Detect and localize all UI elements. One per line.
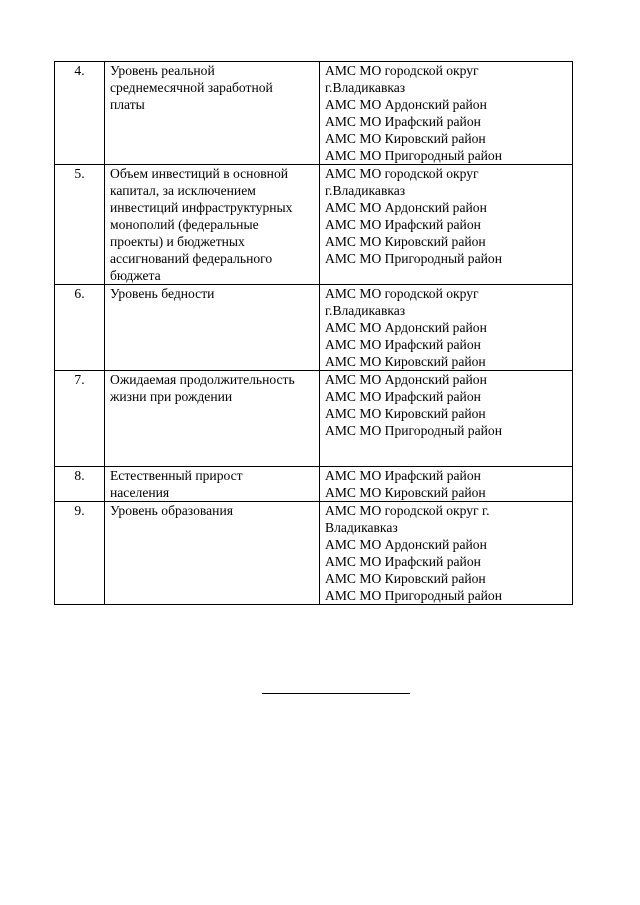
row-number: 5.: [55, 165, 105, 285]
indicator-line: проекты) и бюджетных: [110, 234, 245, 249]
responsible-line: АМС МО Ирафский район: [325, 554, 481, 569]
indicator-line: Естественный прирост: [110, 468, 243, 483]
responsible-line: АМС МО Пригородный район: [325, 588, 502, 603]
responsible-line: АМС МО Ардонский район: [325, 372, 487, 387]
responsible-line: г.Владикавказ: [325, 183, 406, 198]
indicator-line: Уровень бедности: [110, 286, 215, 301]
indicator-cell: [105, 502, 320, 605]
indicator-line: платы: [110, 97, 145, 112]
indicator-line: инвестиций инфраструктурных: [110, 200, 293, 215]
indicator-line: Ожидаемая продолжительность: [110, 372, 295, 387]
indicator-line: населения: [110, 485, 170, 500]
row-number: 6.: [55, 285, 105, 371]
row-number: 8.: [55, 467, 105, 502]
indicator-line: капитал, за исключением: [110, 183, 256, 198]
responsible-cell: [320, 62, 573, 165]
responsible-line: АМС МО Ирафский район: [325, 114, 481, 129]
responsible-line: АМС МО Пригородный район: [325, 148, 502, 163]
responsible-line: г.Владикавказ: [325, 80, 406, 95]
responsible-line: АМС МО Кировский район: [325, 571, 486, 586]
responsible-line: АМС МО Пригородный район: [325, 251, 502, 266]
table-row: [55, 62, 573, 165]
indicator-line: среднемесячной заработной: [110, 80, 273, 95]
responsible-line: АМС МО городской округ г.: [325, 503, 490, 518]
responsible-line: АМС МО Кировский район: [325, 131, 486, 146]
responsible-line: АМС МО Ирафский район: [325, 217, 481, 232]
indicator-line: ассигнований федерального: [110, 251, 273, 266]
row-number: 9.: [55, 502, 105, 605]
responsible-cell: [320, 285, 573, 371]
responsible-line: АМС МО городской округ: [325, 63, 479, 78]
indicator-line: Уровень реальной: [110, 63, 215, 78]
responsible-cell: [320, 502, 573, 605]
responsible-line: Владикавказ: [325, 520, 398, 535]
responsible-line: АМС МО Кировский район: [325, 234, 486, 249]
table-row: [55, 165, 573, 285]
table-row: [55, 371, 573, 467]
responsible-cell: [320, 165, 573, 285]
responsible-line: АМС МО Ардонский район: [325, 200, 487, 215]
responsible-line: АМС МО Ирафский район: [325, 468, 481, 483]
responsible-cell: [320, 371, 573, 467]
table-row: [55, 285, 573, 371]
responsible-line: АМС МО Кировский район: [325, 406, 486, 421]
responsible-line: АМС МО Пригородный район: [325, 423, 502, 438]
indicator-line: Уровень образования: [110, 503, 233, 518]
table-row: [55, 467, 573, 502]
indicator-line: бюджета: [110, 268, 161, 283]
responsible-line: АМС МО Ирафский район: [325, 337, 481, 352]
responsible-line: АМС МО городской округ: [325, 286, 479, 301]
indicator-line: жизни при рождении: [110, 389, 233, 404]
responsible-line: АМС МО Ардонский район: [325, 320, 487, 335]
indicator-line: Объем инвестиций в основной: [110, 166, 289, 181]
responsible-line: АМС МО городской округ: [325, 166, 479, 181]
indicator-cell: [105, 467, 320, 502]
indicator-cell: [105, 62, 320, 165]
indicator-cell: [105, 371, 320, 467]
indicators-table: [54, 61, 573, 605]
responsible-line: АМС МО Ирафский район: [325, 389, 481, 404]
end-of-document-rule: [262, 693, 410, 694]
responsible-line: АМС МО Ардонский район: [325, 537, 487, 552]
indicator-cell: [105, 165, 320, 285]
responsible-line: АМС МО Ардонский район: [325, 97, 487, 112]
table-row: [55, 502, 573, 605]
responsible-line: АМС МО Кировский район: [325, 354, 486, 369]
responsible-line: г.Владикавказ: [325, 303, 406, 318]
row-number: 4.: [55, 62, 105, 165]
indicator-cell: [105, 285, 320, 371]
responsible-cell: [320, 467, 573, 502]
row-number: 7.: [55, 371, 105, 467]
indicator-line: монополий (федеральные: [110, 217, 259, 232]
responsible-line: АМС МО Кировский район: [325, 485, 486, 500]
